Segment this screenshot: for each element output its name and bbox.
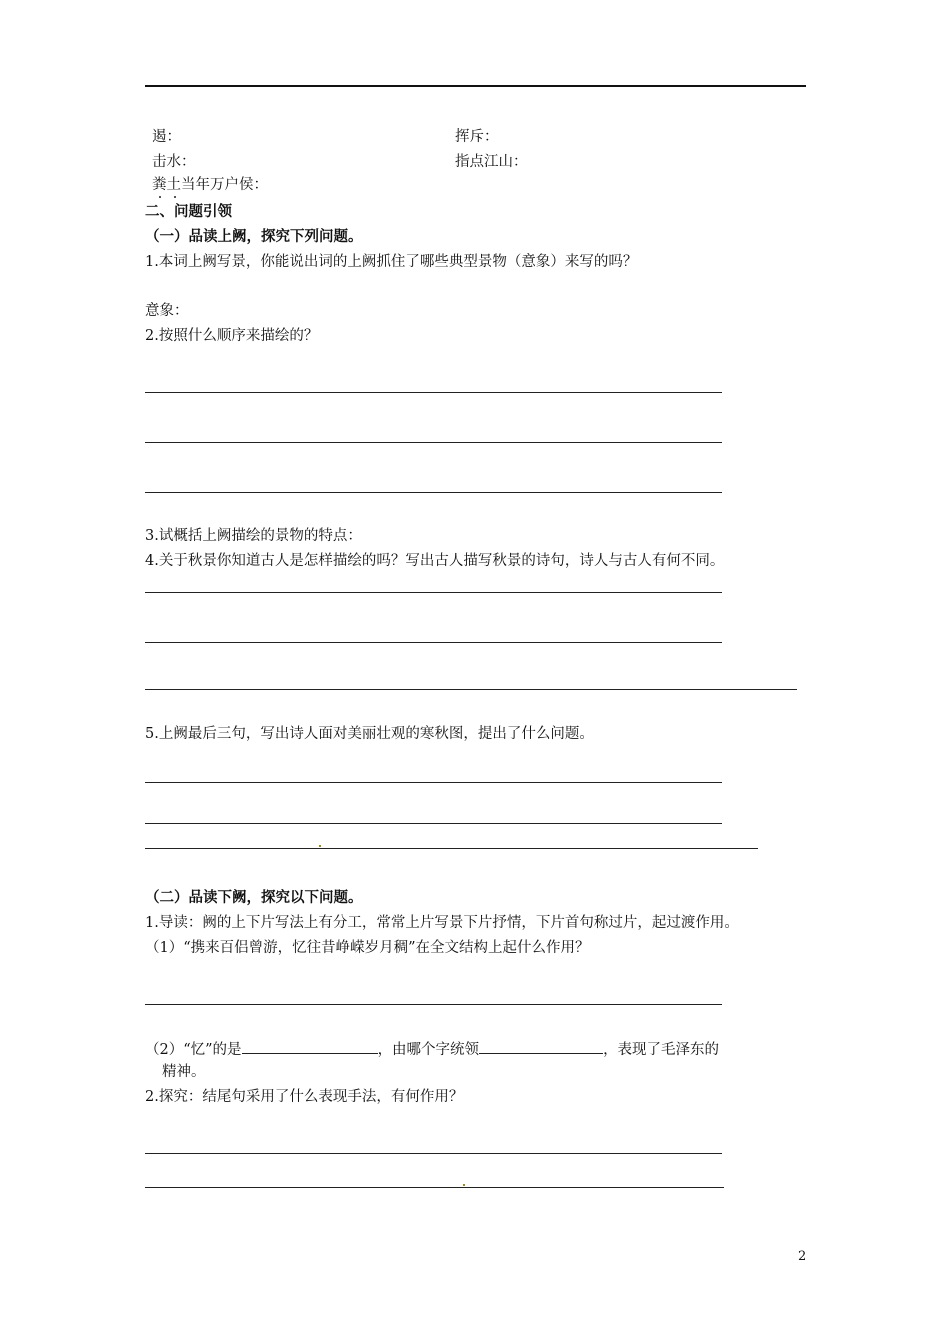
emphasis-dot <box>174 196 176 198</box>
term-zhi-dian: 指点江山： <box>455 154 528 170</box>
question-1: 1.本词上阙写景，你能说出词的上阙抓住了哪些典型景物（意象）来写的吗？ <box>145 254 638 270</box>
answer-line <box>145 1153 722 1154</box>
answer-line <box>145 392 722 393</box>
question-2: 2.按照什么顺序来描绘的？ <box>145 328 319 344</box>
term-hui-chi: 挥斥： <box>455 129 499 145</box>
part2-question-2: 2.探究：结尾句采用了什么表现手法，有何作用？ <box>145 1089 464 1105</box>
term-e: 遏： <box>152 129 181 145</box>
answer-line <box>145 1187 724 1188</box>
answer-line <box>145 442 722 443</box>
stray-dot <box>319 845 321 847</box>
header-rule <box>145 85 806 87</box>
answer-line <box>145 642 722 643</box>
term-fen-tu: 粪土当年万户侯： <box>152 177 268 193</box>
question-4: 4.关于秋景你知道古人是怎样描绘的吗？写出古人描写秋景的诗句，诗人与古人有何不同。 <box>145 553 725 569</box>
part2-question-1: 1.导读：阙的上下片写法上有分工，常常上片写景下片抒情，下片首句称过片，起过渡作用。 <box>145 915 739 931</box>
stray-dot <box>463 1184 465 1186</box>
answer-line <box>145 689 797 690</box>
part2-question-1-sub2-cont: 精神。 <box>162 1064 206 1080</box>
fill-blank[interactable] <box>479 1039 603 1054</box>
sub2-text-a: （2）“忆”的是 <box>145 1042 242 1058</box>
answer-line <box>145 1004 722 1005</box>
answer-line <box>145 492 722 493</box>
answer-line <box>145 848 758 849</box>
part2-question-1-sub2 <box>145 1039 719 1059</box>
answer-line <box>145 823 722 824</box>
question-5: 5.上阙最后三句，写出诗人面对美丽壮观的寒秋图，提出了什么问题。 <box>145 726 594 742</box>
sub2-text-c: ，表现了毛泽东的 <box>603 1042 720 1058</box>
fill-blank[interactable] <box>242 1039 378 1054</box>
emphasis-dot <box>159 196 161 198</box>
answer-line <box>145 782 722 783</box>
question-3: 3.试概括上阙描绘的景物的特点： <box>145 528 362 544</box>
part2-heading: （二）品读下阙，探究以下问题。 <box>145 889 363 906</box>
section-heading: 二、问题引领 <box>145 203 232 220</box>
imagery-label: 意象： <box>145 303 189 319</box>
term-ji-shui: 击水： <box>152 154 196 170</box>
sub2-text-b: ，由哪个字统领 <box>377 1042 480 1058</box>
part2-question-1-sub1: （1）“携来百侣曾游，忆往昔峥嵘岁月稠”在全文结构上起什么作用？ <box>145 940 590 956</box>
page-number: 2 <box>798 1249 807 1264</box>
answer-line <box>145 592 722 593</box>
part1-heading: （一）品读上阙，探究下列问题。 <box>145 228 363 245</box>
